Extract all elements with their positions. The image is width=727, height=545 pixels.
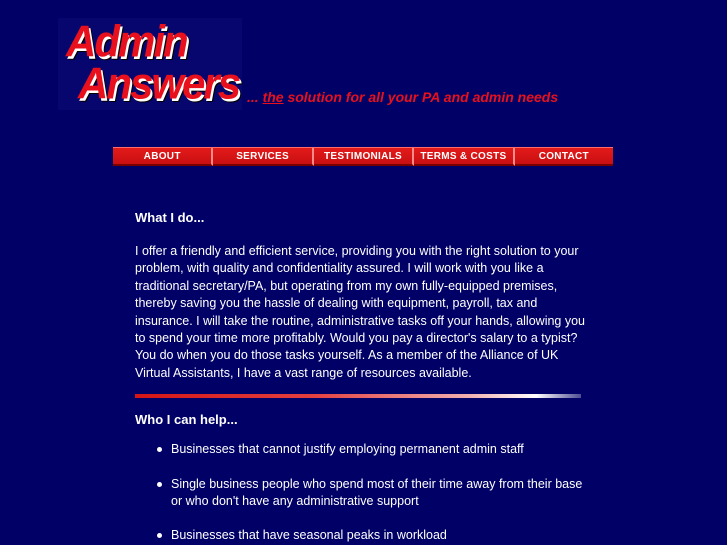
tagline-suffix: solution for all your PA and admin needs	[283, 89, 559, 105]
what-i-do-heading: What I do...	[135, 210, 205, 225]
who-i-can-help-heading: Who I can help...	[135, 412, 238, 428]
section-divider	[135, 394, 581, 398]
nav-about[interactable]: ABOUT	[113, 148, 213, 166]
tagline-prefix: ...	[247, 89, 263, 105]
nav-terms-costs[interactable]: TERMS & COSTS	[414, 148, 514, 166]
bullet-icon	[157, 447, 162, 452]
tagline-emphasis: the	[262, 89, 284, 105]
list-item	[135, 527, 595, 544]
main-content	[135, 210, 595, 545]
nav-testimonials[interactable]: TESTIMONIALS	[314, 148, 414, 166]
list-item	[135, 476, 595, 511]
list-item-text: Businesses that have seasonal peaks in workload	[171, 528, 447, 543]
logo-text-admin[interactable]: Admin	[66, 16, 187, 67]
logo-text-answers[interactable]: Answers	[78, 58, 240, 109]
list-item-text: Businesses that cannot justify employing permanent admin staff	[171, 442, 524, 457]
what-i-do-paragraph: I offer a friendly and efficient service, providing you with the right solution to your problem, with quality and confidentiality assured. I will work with you like a traditional secretary/PA, but operating from my own fully-equipped premises, thereby saving you the hassle of dealing with equipment, payroll, tax and insurance. I will take the routine, administrative tasks off your hands, allowing you to spend your time more profitably. Would you pay a director's salary to a typist? You do when you do those tasks yourself. As a member of the Alliance of UK Virtual Assistants, I have a vast range of resources available.	[135, 244, 585, 380]
main-nav	[113, 147, 613, 168]
nav-services[interactable]: SERVICES	[213, 148, 313, 166]
help-list	[135, 441, 595, 545]
list-item-text: Single business people who spend most of their time away from their base or who don't have any administrative support	[171, 476, 583, 509]
bullet-icon	[157, 533, 162, 538]
list-item	[135, 441, 595, 458]
bullet-icon	[157, 482, 162, 487]
tagline	[247, 89, 558, 105]
nav-contact[interactable]: CONTACT	[515, 148, 613, 166]
